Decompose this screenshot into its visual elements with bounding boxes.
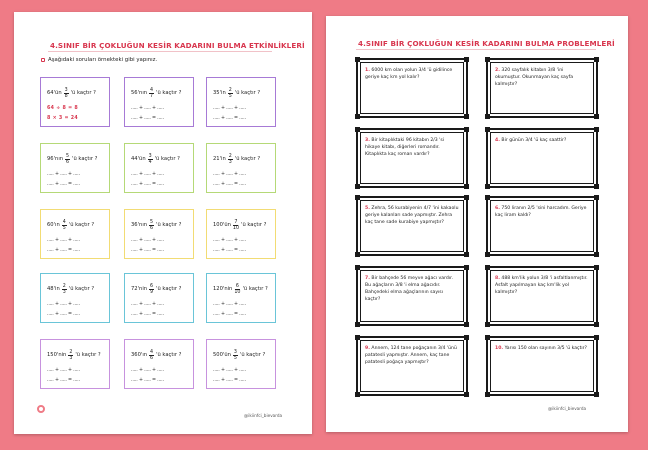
frame-corner-icon — [594, 114, 599, 119]
frame-corner-icon — [594, 335, 599, 340]
answer-line-1: ..... + ..... + ..... — [47, 302, 80, 307]
exercise-question: 120'nin $\frac{6}{10}$ 'ü kaçtır ? — [213, 284, 268, 295]
exercise-cell — [40, 77, 110, 127]
exercise-cell — [206, 209, 276, 259]
frame-corner-icon — [464, 392, 469, 397]
frame-corner-icon — [355, 392, 360, 397]
answer-line-2: ..... + ..... = ..... — [213, 116, 246, 121]
worksheet-activities — [14, 12, 312, 434]
exercise-question: 150'nin $\frac{2}{3}$ 'ü kaçtır ? — [47, 350, 101, 361]
eduhol-logo — [32, 398, 132, 420]
fraction: $\frac{3}{8}$ — [64, 88, 68, 99]
exercise-cell — [206, 143, 276, 193]
exercise-question: 36'nın $\frac{5}{6}$ 'ü kaçtır ? — [131, 220, 182, 231]
frame-corner-icon — [464, 114, 469, 119]
frame-corner-icon — [464, 57, 469, 62]
problem-box — [486, 196, 598, 256]
exercise-question: 72'nin $\frac{6}{9}$ 'ü kaçtır ? — [131, 284, 182, 295]
frame-corner-icon — [464, 184, 469, 189]
frame-corner-icon — [464, 265, 469, 270]
title-underline — [356, 49, 596, 50]
example-step-1: 64 ÷ 8 = 8 — [47, 106, 79, 111]
exercise-cell — [124, 77, 194, 127]
frame-corner-icon — [355, 335, 360, 340]
answer-line-2: ..... + ..... = ..... — [131, 182, 164, 187]
answer-line-1: ..... + ..... + ..... — [213, 238, 246, 243]
exercise-cell — [124, 273, 194, 323]
frame-corner-icon — [355, 322, 360, 327]
fraction: $\frac{2}{3}$ — [62, 284, 66, 295]
answer-line-1: ..... + ..... + ..... — [213, 172, 246, 177]
exercise-question: 21'in $\frac{2}{3}$ 'ü kaçtır ? — [213, 154, 261, 165]
answer-line-2: ..... + ..... = ..... — [47, 248, 80, 253]
exercise-cell — [206, 77, 276, 127]
title-underline — [48, 51, 272, 52]
answer-line-2: ..... + ..... = ..... — [47, 312, 80, 317]
problem-text: 4. Bir günün 3/4 'ü kaç saattir? — [495, 138, 567, 143]
logo-text: EDUHOL — [53, 401, 121, 417]
exercise-question: 44'ün $\frac{3}{4}$ 'ü kaçtır ? — [131, 154, 180, 165]
exercise-cell — [40, 339, 110, 389]
fraction: $\frac{5}{6}$ — [66, 154, 70, 165]
exercise-question: 500'ün $\frac{3}{5}$ 'ü kaçtır ? — [213, 350, 266, 361]
frame-corner-icon — [355, 127, 360, 132]
exercise-cell — [124, 339, 194, 389]
exercise-question: 100'ün $\frac{7}{10}$ 'ü kaçtır ? — [213, 220, 267, 231]
frame-corner-icon — [355, 195, 360, 200]
worksheet-title: 4.SINIF BİR ÇOKLUĞUN KESİR KADARINI BULMA ETKİNLİKLERİ — [50, 41, 305, 50]
frame-corner-icon — [594, 127, 599, 132]
frame-corner-icon — [485, 195, 490, 200]
answer-line-2: ..... + ..... = ..... — [213, 312, 246, 317]
exercise-question: 35'in $\frac{2}{5}$ 'ü kaçtır ? — [213, 88, 261, 99]
exercise-question: 56'nın $\frac{4}{7}$ 'ü kaçtır ? — [131, 88, 182, 99]
problem-text: 5. Zehra, 56 kurabiyenin 4/7 'ini kakaolu geriye kalanları sade yapmıştır. Zehra kaç tane sade kurabiye yapmıştır? — [365, 206, 459, 225]
problem-text: 7. Bir bahçede 56 meyve ağacı vardır. Bu ağaçların 3/8 'i elma ağacıdır. Bahçedeki elma ağaçlarının sayısı kaçtır? — [365, 276, 453, 302]
worksheet-problems — [326, 16, 628, 432]
exercise-question: 60'ın $\frac{4}{5}$ 'ü kaçtır ? — [47, 220, 95, 231]
fraction: $\frac{2}{3}$ — [228, 154, 232, 165]
answer-line-2: ..... + ..... = ..... — [131, 378, 164, 383]
frame-corner-icon — [594, 322, 599, 327]
answer-line-2: ..... + ..... = ..... — [213, 378, 246, 383]
frame-corner-icon — [594, 265, 599, 270]
exercise-question: 360'ın $\frac{4}{6}$ 'ü kaçtır ? — [131, 350, 182, 361]
frame-corner-icon — [485, 114, 490, 119]
frame-corner-icon — [355, 265, 360, 270]
footer-credit: @ikiinfci_bievarda — [548, 406, 587, 411]
problem-box — [356, 128, 468, 188]
answer-line-1: ..... + ..... + ..... — [131, 238, 164, 243]
frame-corner-icon — [464, 195, 469, 200]
frame-corner-icon — [355, 252, 360, 257]
frame-corner-icon — [464, 252, 469, 257]
exercise-cell — [206, 273, 276, 323]
problem-text: 9. Annem, 124 tane poğaçanın 3/4 'ünü patatesli yapmıştır. Annem, kaç tane patatesli poğaça yapmıştır? — [365, 346, 457, 365]
exercise-cell — [40, 143, 110, 193]
footer-credit: @ikiinfci_bievarda — [244, 413, 283, 418]
fraction: $\frac{4}{5}$ — [62, 220, 66, 231]
problem-text: 6. 750 liranın 2/5 'sini harcadım. Geriye kaç liram kaldı? — [495, 206, 587, 218]
fraction: $\frac{4}{7}$ — [150, 88, 154, 99]
problem-text: 8. 488 km'lik yolun 3/8 'i asfaltlanmıştır. Asfalt yapılmayan kaç km'lik yol kalmıştır? — [495, 276, 588, 295]
frame-corner-icon — [485, 127, 490, 132]
fraction: $\frac{2}{5}$ — [228, 88, 232, 99]
problem-text: 1. 6000 km olan yolun 3/4 'ü gidilince geriye kaç km yol kalır? — [365, 68, 453, 80]
problem-box — [356, 196, 468, 256]
answer-line-2: ..... + ..... = ..... — [131, 116, 164, 121]
exercise-question: 96'nın $\frac{5}{6}$ 'ü kaçtır ? — [47, 154, 98, 165]
answer-line-2: ..... + ..... = ..... — [213, 182, 246, 187]
answer-line-1: ..... + ..... + ..... — [131, 106, 164, 111]
problem-box — [486, 128, 598, 188]
problem-text: 10. Yarısı 150 olan sayının 3/5 'ü kaçtır? — [495, 346, 587, 351]
frame-corner-icon — [485, 322, 490, 327]
frame-corner-icon — [464, 322, 469, 327]
exercise-question: 48'in $\frac{2}{3}$ 'ü kaçtır ? — [47, 284, 95, 295]
exercise-cell — [40, 209, 110, 259]
problem-box — [356, 266, 468, 326]
frame-corner-icon — [355, 114, 360, 119]
answer-line-1: ..... + ..... + ..... — [47, 172, 80, 177]
frame-corner-icon — [464, 335, 469, 340]
problem-box — [486, 336, 598, 396]
problem-text: 3. Bir kitaplıktaki 96 kitabın 2/3 'si hikaye kitabı, diğerleri romandır. Kitaplıkta kaç roman vardır? — [365, 138, 445, 157]
bullet-icon — [41, 58, 45, 62]
exercise-question: 64'ün $\frac{3}{8}$ 'ü kaçtır ? — [47, 88, 96, 99]
exercise-cell — [206, 339, 276, 389]
answer-line-2: ..... + ..... = ..... — [47, 378, 80, 383]
frame-corner-icon — [485, 335, 490, 340]
frame-corner-icon — [485, 392, 490, 397]
answer-line-1: ..... + ..... + ..... — [213, 302, 246, 307]
frame-corner-icon — [485, 57, 490, 62]
logo-mark-icon — [32, 400, 50, 418]
exercise-cell — [124, 209, 194, 259]
frame-corner-icon — [485, 184, 490, 189]
fraction: $\frac{5}{6}$ — [150, 220, 154, 231]
problem-box — [486, 58, 598, 118]
frame-corner-icon — [594, 252, 599, 257]
frame-corner-icon — [594, 184, 599, 189]
fraction: $\frac{2}{3}$ — [69, 350, 73, 361]
fraction: $\frac{4}{6}$ — [150, 350, 154, 361]
problem-text: 2. 320 sayfalık kitabın 3/8 'ini okumuştur. Okunmayan kaç sayfa kalmıştır? — [495, 68, 574, 87]
answer-line-1: ..... + ..... + ..... — [131, 172, 164, 177]
answer-line-1: ..... + ..... + ..... — [47, 238, 80, 243]
fraction: $\frac{3}{4}$ — [148, 154, 152, 165]
answer-line-2: ..... + ..... = ..... — [213, 248, 246, 253]
answer-line-1: ..... + ..... + ..... — [213, 106, 246, 111]
worksheet-instruction: Aşağıdaki soruları örnekteki gibi yapınız. — [41, 57, 157, 63]
answer-line-2: ..... + ..... = ..... — [131, 312, 164, 317]
frame-corner-icon — [594, 195, 599, 200]
answer-line-1: ..... + ..... + ..... — [131, 368, 164, 373]
frame-corner-icon — [464, 127, 469, 132]
exercise-cell — [40, 273, 110, 323]
problem-box — [486, 266, 598, 326]
answer-line-2: ..... + ..... = ..... — [47, 182, 80, 187]
problem-box — [356, 336, 468, 396]
exercise-cell — [124, 143, 194, 193]
fraction: $\frac{3}{5}$ — [233, 350, 237, 361]
answer-line-2: ..... + ..... = ..... — [131, 248, 164, 253]
frame-corner-icon — [355, 57, 360, 62]
frame-corner-icon — [594, 57, 599, 62]
example-step-2: 8 × 3 = 24 — [47, 116, 79, 121]
frame-corner-icon — [594, 392, 599, 397]
frame-corner-icon — [485, 265, 490, 270]
fraction: $\frac{6}{10}$ — [234, 284, 241, 295]
fraction: $\frac{7}{10}$ — [232, 220, 240, 231]
answer-line-1: ..... + ..... + ..... — [131, 302, 164, 307]
problem-box — [356, 58, 468, 118]
answer-line-1: ..... + ..... + ..... — [213, 368, 246, 373]
answer-line-1: ..... + ..... + ..... — [47, 368, 80, 373]
fraction: $\frac{6}{9}$ — [150, 284, 154, 295]
frame-corner-icon — [355, 184, 360, 189]
worksheet-title: 4.SINIF BİR ÇOKLUĞUN KESİR KADARINI BULMA PROBLEMLERİ — [358, 39, 615, 48]
frame-corner-icon — [485, 252, 490, 257]
